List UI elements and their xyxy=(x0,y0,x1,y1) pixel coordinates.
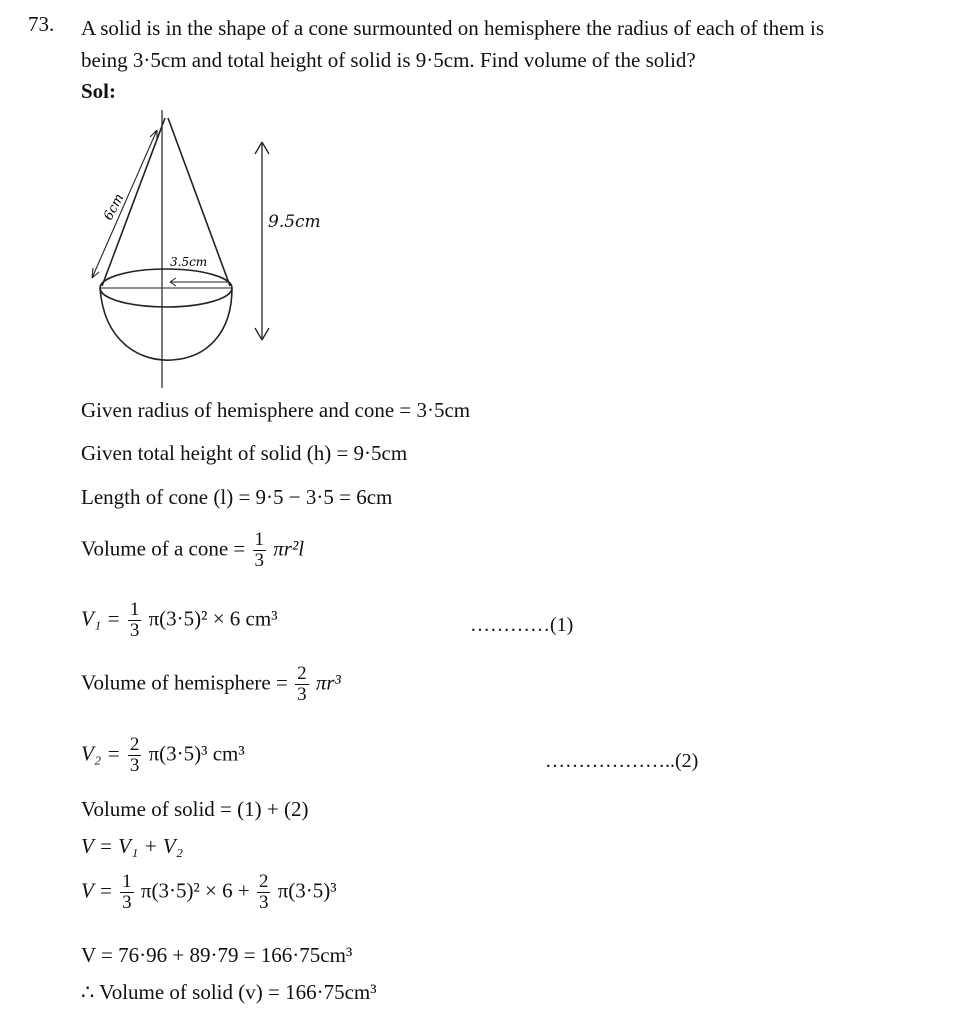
given-length: Length of cone (l) = 9·5 − 3·5 = 6cm xyxy=(81,485,393,509)
fraction: $\frac{2}{3}$ xyxy=(297,663,307,705)
solid-volume-expression: V = $\frac{1}{3}$ π(3·5)² × 6 + $\frac{2}{3}$ π(3·5)³ xyxy=(81,871,337,913)
given-height: Given total height of solid (h) = 9·5cm xyxy=(81,441,408,465)
hemisphere-curve xyxy=(100,288,232,360)
hemisphere-volume-formula: Volume of hemisphere = $\frac{2}{3}$ πr³ xyxy=(81,663,341,705)
solution-label: Sol: xyxy=(81,79,117,103)
fraction: $\frac{1}{3}$ xyxy=(129,599,140,641)
equation-ref-2: ………………..(2) xyxy=(545,750,699,772)
cone-volume-v1: V₁ = $\frac{1}{3}$ π(3·5)² × 6 cm³ xyxy=(81,599,278,641)
radius-label: 3.5cm xyxy=(170,255,208,269)
slant-label: 6cm xyxy=(101,191,128,224)
hemisphere-volume-v2: V₂ = $\frac{2}{3}$ π(3·5)³ cm³ xyxy=(81,734,245,776)
fraction: $\frac{2}{3}$ xyxy=(129,734,140,776)
fraction: $\frac{1}{3}$ xyxy=(254,529,264,571)
fraction: $\frac{1}{3}$ xyxy=(122,871,132,913)
question-line-1: A solid is in the shape of a cone surmounted on hemisphere the radius of each of them is xyxy=(81,16,824,40)
cone-volume-formula: Volume of a cone = $\frac{1}{3}$ πr²l xyxy=(81,529,305,571)
height-label: 9.5cm xyxy=(268,212,321,232)
question-line-2: being 3·5cm and total height of solid is 9·5cm. Find volume of the solid? xyxy=(81,48,696,72)
given-radius: Given radius of hemisphere and cone = 3·5cm xyxy=(81,398,471,422)
solid-volume-sum: Volume of solid = (1) + (2) xyxy=(81,797,309,821)
solid-volume-value: V = 76·96 + 89·79 = 166·75cm³ xyxy=(81,943,353,967)
question-number: 73. xyxy=(28,12,55,36)
fraction: $\frac{2}{3}$ xyxy=(258,871,269,913)
equation-ref-1: …………(1) xyxy=(470,614,574,636)
slant-arrow xyxy=(92,130,157,278)
cone-hemisphere-figure xyxy=(80,110,280,395)
solid-volume-v-sum: V = V₁ + V₂ xyxy=(81,834,184,858)
final-answer: ∴ Volume of solid (v) = 166·75cm³ xyxy=(81,980,377,1004)
question-text xyxy=(81,12,961,76)
